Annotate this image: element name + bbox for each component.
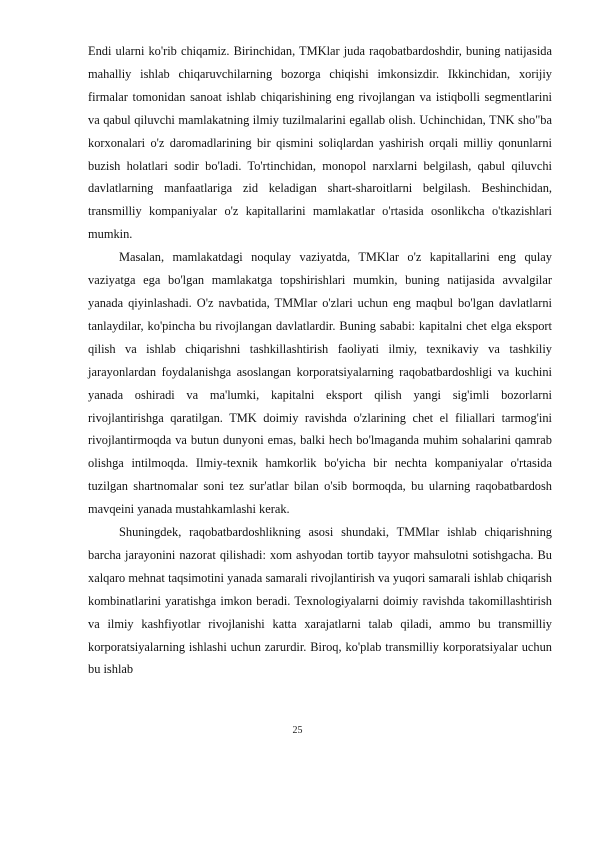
paragraph-1: Endi ularni ko'rib chiqamiz. Birinchidan, TMKlar juda raqobatbardoshdir, buning natijasida mahalliy ishlab chiqaruvchilarning bozorga chiqishi imkonsizdir. Ikkinchidan, xorijiy firmalar tomonidan sanoat ishlab chiqarishining eng rivojlangan va istiqbolli segmentlarini va qabul qiluvchi mamlakatning ilmiy tuzilmalarini egallab olish. Uchinchidan, TNK sho"ba korxonalari o'z daromadlarining bir qismini soliqlardan yashirish orqali milliy qonunlarni buzish holatlari sodir bo'ladi. To'rtinchidan, monopol narxlarni belgilash, qabul qiluvchi davlatlarning manfaatlariga zid keladigan shart-sharoitlarni belgilash. Beshinchidan, transmilliy kompaniyalar o'z kapitallarini mamlakatlar o'rtasida osonlikcha o'tkazishlari mumkin. (88, 44, 552, 242)
paragraph-3: Shuningdek, raqobatbardoshlikning asosi shundaki, TMMlar ishlab chiqarishning barcha jarayonini nazorat qilishadi: xom ashyodan tortib tayyor mahsulotni sotishgacha. Bu xalqaro mehnat taqsimotini yanada samarali rivojlantirish va yuqori samarali ishlab chiqarish kombinatlarini yaratishga imkon beradi. Texnologiyalarni doimiy ravishda takomillashtirish va ilmiy kashfiyotlar rivojlanishi katta xarajatlarni talab qiladi, ammo bu transmilliy korporatsiyalarning ishlashi uchun zarurdir. Biroq, ko'plab transmilliy korporatsiyalar uchun bu ishlab (88, 525, 552, 677)
paragraph-2: Masalan, mamlakatdagi noqulay vaziyatda, TMKlar o'z kapitallarini eng qulay vaziyatga ega bo'lgan mamlakatga topshirishlari mumkin, buning natijasida avvalgilar yanada qiyinlashadi. O'z navbatida, TMMlar o'zlari uchun eng maqbul bo'lgan davlatlarni tanlaydilar, ko'pincha bu rivojlangan davlatlardir. Buning sababi: kapitalni chet elga eksport qilish va ishlab chiqarishni tashkillashtirish faoliyati ilmiy, texnikaviy va tashkiliy jarayonlardan foydalanishga asoslangan korporatsiyalarning raqobatbardoshligi va kuchini yanada oshiradi va ma'lumki, kapitalni eksport qilish yangi sig'imli bozorlarni rivojlantirishga qaratilgan. TMK doimiy ravishda o'zlarining chet el filiallari tarmog'ini rivojlantirmoqda va butun dunyoni emas, balki hech bo'lmaganda muhim sohalarini qamrab olishga intilmoqda. Ilmiy-texnik hamkorlik bo'yicha bir nechta kompaniyalar o'rtasida tuzilgan shartnomalar soni tez sur'atlar bilan o'sib bormoqda, bu ularning raqobatbardosh mavqeini yanada mustahkamlashi kerak. (88, 250, 552, 517)
document-body (88, 40, 552, 681)
page-number: 25 (292, 725, 303, 736)
